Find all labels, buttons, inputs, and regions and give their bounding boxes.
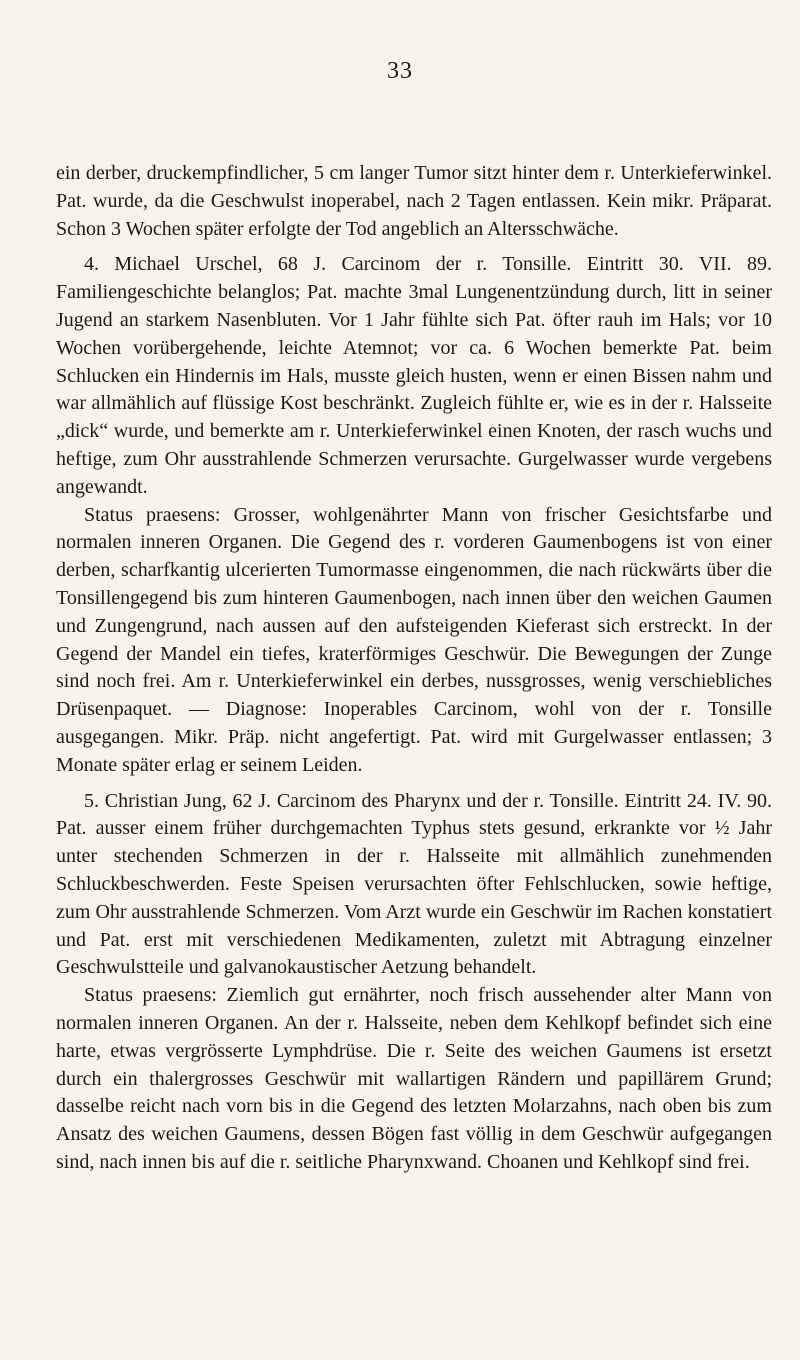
paragraph-case-4-history: 4. Michael Urschel, 68 J. Carcinom der r. Tonsille. Eintritt 30. VII. 89. Familiengeschichte belanglos; Pat. machte 3mal Lungenentzündung durch, litt in seiner Jugend an starkem Nasenbluten. Vor 1 Jahr fühlte sich Pat. öfter rauh im Hals; vor 10 Wochen vorübergehende, leichte Atemnot; vor ca. 6 Wochen bemerkte Pat. beim Schlucken ein Hindernis im Hals, musste gleich husten, wenn er einen Bissen nahm und war allmählich auf flüssige Kost beschränkt. Zugleich fühlte er, wie es in der r. Halsseite „dick“ wurde, und bemerkte am r. Unterkieferwinkel einen Knoten, der rasch wuchs und heftige, zum Ohr ausstrahlende Schmerzen verursachte. Gurgelwasser wurde vergebens angewandt. [56,253,772,498]
page-number: 33 [387,58,413,84]
paragraph-case-4-status: Status praesens: Grosser, wohlgenährter Mann von frischer Gesichtsfarbe und normalen inneren Organen. Die Gegend des r. vorderen Gaumenbogens ist von einer derben, scharfkantig ulcerierten Tumormasse eingenommen, die nach rückwärts über die Tonsillengegend bis zum hinteren Gaumenbogen, nach innen über den weichen Gaumen und Zungengrund, nach aussen auf den aufsteigenden Kieferast sich erstreckt. In der Gegend der Mandel ein tiefes, kraterförmiges Geschwür. Die Bewegungen der Zunge sind noch frei. Am r. Unterkieferwinkel ein derbes, nussgrosses, wenig verschiebliches Drüsenpaquet. — Diagnose: Inoperables Carcinom, wohl von der r. Tonsille ausgegangen. Mikr. Präp. nicht angefertigt. Pat. wird mit Gurgelwasser entlassen; 3 Monate später erlag er seinem Leiden. [56,503,772,776]
paragraph-case-5-status: Status praesens: Ziemlich gut ernährter, noch frisch aussehender alter Mann von normalen inneren Organen. An der r. Halsseite, neben dem Kehlkopf befindet sich eine harte, etwas vergrösserte Lymphdrüse. Die r. Seite des weichen Gaumens ist ersetzt durch ein thalergrosses Geschwür mit wallartigen Rändern und papillärem Grund; dasselbe reicht nach vorn bis in die Gegend des letzten Molarzahns, nach oben bis zum Ansatz des weichen Gaumens, dessen Bögen fast völlig in dem Geschwür aufgegangen sind, nach innen bis auf die r. seitliche Pharynxwand. Choanen und Kehlkopf sind frei. [56,984,772,1173]
body-text [56,160,772,1177]
paragraph-case-3-continuation: ein derber, druckempfindlicher, 5 cm langer Tumor sitzt hinter dem r. Unterkieferwinkel. Pat. wurde, da die Geschwulst inoperabel, nach 2 Tagen entlassen. Kein mikr. Präparat. Schon 3 Wochen später erfolgte der Tod angeblich an Altersschwäche. [56,162,772,240]
paragraph-case-5-history: 5. Christian Jung, 62 J. Carcinom des Pharynx und der r. Tonsille. Eintritt 24. IV. 90. Pat. ausser einem früher durchgemachten Typhus stets gesund, erkrankte vor ½ Jahr unter stechenden Schmerzen in der r. Halsseite mit allmählich zunehmenden Schluckbeschwerden. Feste Speisen verursachten öfter Fehlschlucken, sowie heftige, zum Ohr ausstrahlende Schmerzen. Vom Arzt wurde ein Geschwür im Rachen konstatiert und Pat. erst mit verschiedenen Medikamenten, zuletzt mit Abtragung einzelner Geschwulstteile und galvanokaustischer Aetzung behandelt. [56,789,772,979]
